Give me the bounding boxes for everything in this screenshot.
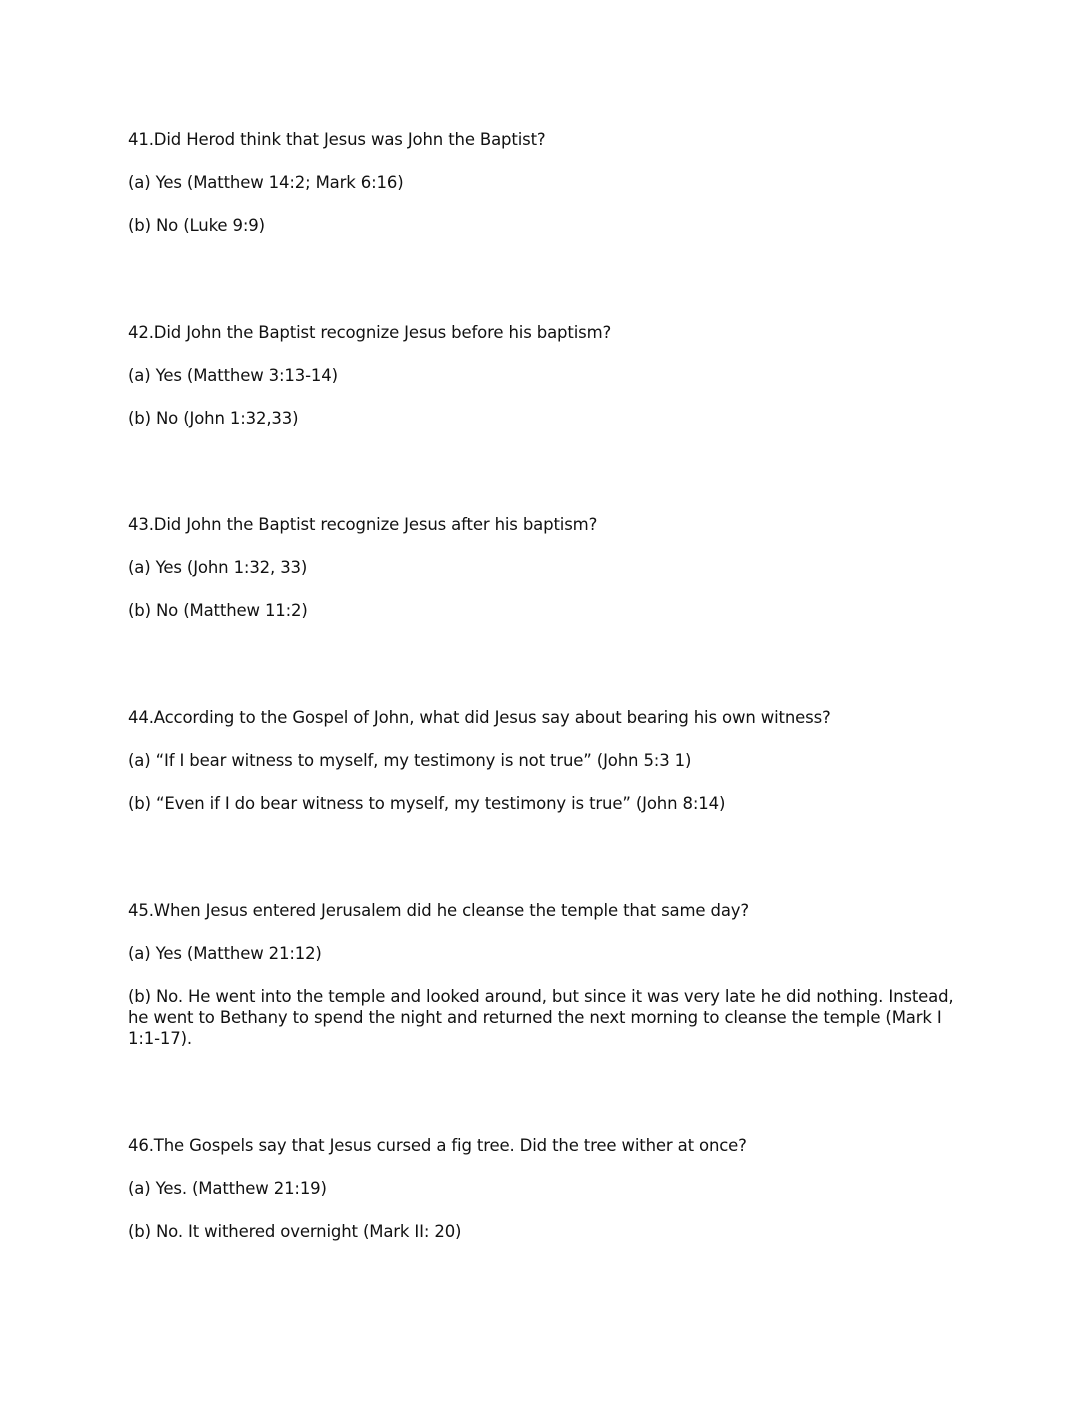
question-45: 45.When Jesus entered Jerusalem did he cleanse the temple that same day?: [128, 901, 750, 920]
answer-42-a: (a) Yes (Matthew 3:13-14): [128, 366, 338, 385]
answer-46-b: (b) No. It withered overnight (Mark II: 20): [128, 1222, 462, 1241]
answer-46-a: (a) Yes. (Matthew 21:19): [128, 1179, 327, 1198]
answer-44-a: (a) “If I bear witness to myself, my testimony is not true” (John 5:3 1): [128, 751, 692, 770]
question-43: 43.Did John the Baptist recognize Jesus after his baptism?: [128, 515, 598, 534]
question-46: 46.The Gospels say that Jesus cursed a fig tree. Did the tree wither at once?: [128, 1136, 747, 1155]
answer-43-b: (b) No (Matthew 11:2): [128, 601, 308, 620]
answer-44-b: (b) “Even if I do bear witness to myself, my testimony is true” (John 8:14): [128, 794, 726, 813]
answer-45-a: (a) Yes (Matthew 21:12): [128, 944, 322, 963]
question-44: 44.According to the Gospel of John, what did Jesus say about bearing his own witness?: [128, 708, 831, 727]
answer-41-a: (a) Yes (Matthew 14:2; Mark 6:16): [128, 173, 404, 192]
question-41: 41.Did Herod think that Jesus was John the Baptist?: [128, 130, 546, 149]
answer-41-b: (b) No (Luke 9:9): [128, 216, 265, 235]
answer-42-b: (b) No (John 1:32,33): [128, 409, 299, 428]
answer-43-a: (a) Yes (John 1:32, 33): [128, 558, 308, 577]
answer-45-b: (b) No. He went into the temple and looked around, but since it was very late he did nothing. Instead, he went to Bethany to spend the night and returned the next morning to cleanse the temple (Mark I 1:1-17).: [128, 987, 954, 1048]
question-42: 42.Did John the Baptist recognize Jesus before his baptism?: [128, 323, 612, 342]
